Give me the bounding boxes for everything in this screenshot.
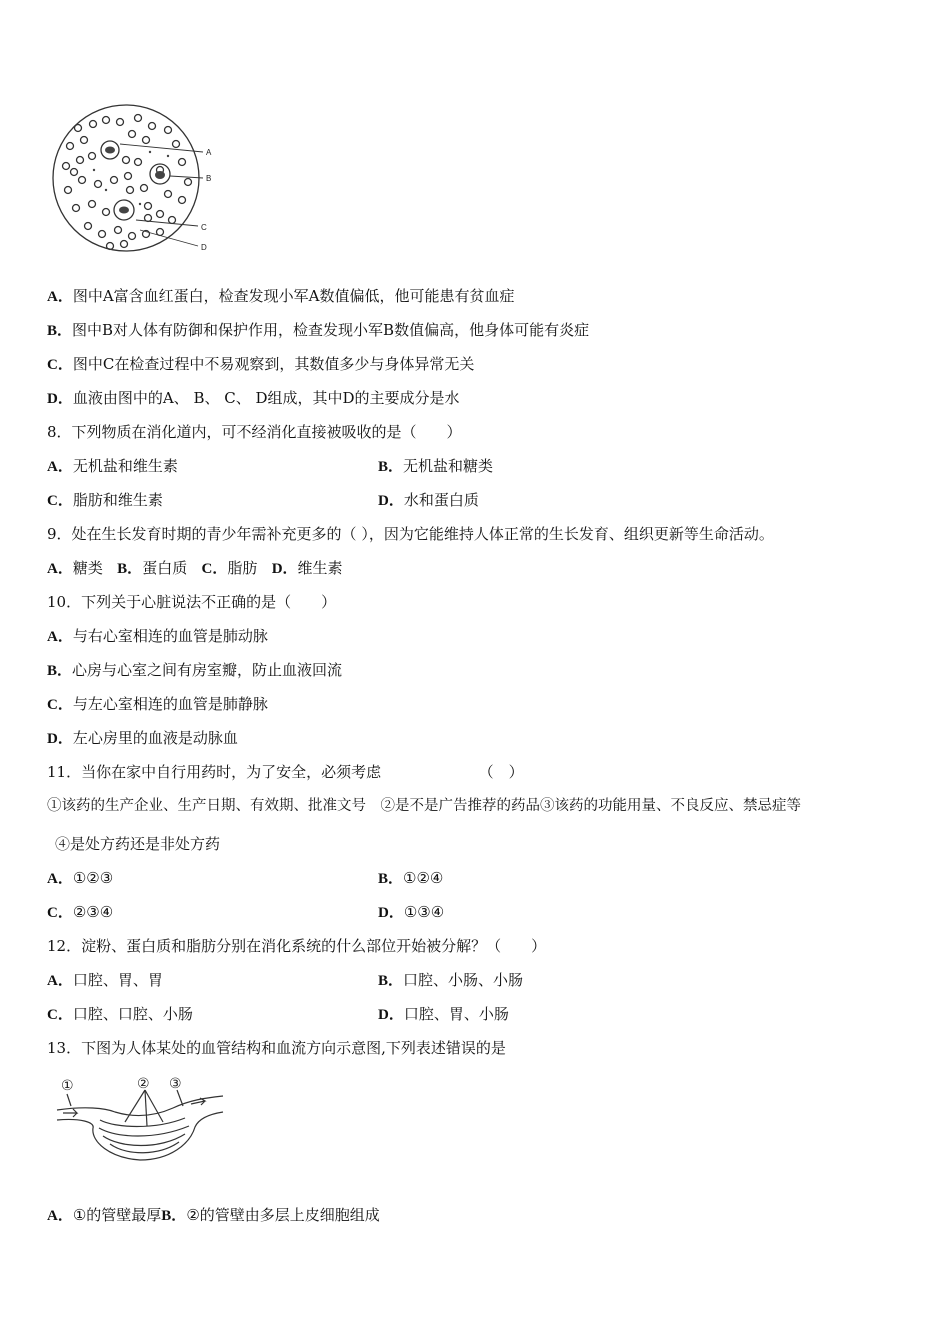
q10-option-d: D．左心房里的血液是动脉血 (47, 729, 238, 747)
label-c: C (201, 223, 207, 232)
q7-option-d: D．血液由图中的A、 B、 C、 D组成，其中D的主要成分是水 (47, 389, 460, 407)
label-d: D (201, 243, 207, 252)
q11-statements-line2: ④是处方药还是非处方药 (55, 835, 221, 853)
q7-option-a: A．图中A富含血红蛋白，检查发现小军A数值偏低，他可能患有贫血症 (47, 287, 515, 305)
q12-option-d: D．口腔、胃、小肠 (378, 1005, 509, 1023)
q8-stem: 8．下列物质在消化道内，可不经消化直接被吸收的是（ ） (47, 423, 462, 441)
q7-option-b: B．图中B对人体有防御和保护作用，检查发现小军B数值偏高，他身体可能有炎症 (47, 321, 590, 339)
q11-option-d: D．①③④ (378, 903, 445, 921)
blood-smear-figure (48, 100, 238, 262)
capillary-2 (99, 1126, 189, 1136)
q12-stem: 12．淀粉、蛋白质和脂肪分别在消化系统的什么部位开始被分解？（ ） (47, 937, 547, 955)
q11-option-a: A．①②③ (47, 869, 114, 887)
q9-options: A．糖类 B．蛋白质 C．脂肪 D．维生素 (47, 559, 343, 577)
q13-options: A．①的管壁最厚B．②的管壁由多层上皮细胞组成 (47, 1206, 380, 1224)
q12-option-b: B．口腔、小肠、小肠 (378, 971, 524, 989)
q7-option-c: C．图中C在检查过程中不易观察到，其数值多少与身体异常无关 (47, 355, 475, 373)
q10-option-a: A．与右心室相连的血管是肺动脉 (47, 627, 268, 645)
vessel-label-1: ① (61, 1078, 74, 1094)
vessel-label-3: ③ (169, 1076, 182, 1092)
q9-stem: 9．处在生长发育时期的青少年需补充更多的（ ），因为它能维持人体正常的生长发育、组织更新等生命活动。 (47, 525, 774, 543)
q11-statements-line1: ①该药的生产企业、生产日期、有效期、批准文号 ②是不是广告推荐的药品③该药的功能用量、不良反应、禁忌症等 (47, 798, 801, 814)
q11-stem: 11．当你在家中自行用药时，为了安全，必须考虑 （ ） (47, 763, 524, 781)
q8-option-c: C．脂肪和维生素 (47, 491, 163, 509)
q10-option-b: B．心房与心室之间有房室瓣，防止血液回流 (47, 661, 343, 679)
q10-stem: 10．下列关于心脏说法不正确的是（ ） (47, 593, 337, 611)
label-b: B (206, 174, 212, 183)
red-blood-cells (63, 115, 192, 250)
q8-option-b: B．无机盐和糖类 (378, 457, 494, 475)
q11-option-c: C．②③④ (47, 903, 114, 921)
q10-option-c: C．与左心室相连的血管是肺静脉 (47, 695, 268, 713)
capillary-1 (100, 1118, 185, 1127)
q13-stem: 13．下图为人体某处的血管结构和血流方向示意图,下列表述错误的是 (47, 1039, 506, 1057)
q12-option-c: C．口腔、口腔、小肠 (47, 1005, 193, 1023)
q11-option-b: B．①②④ (378, 869, 444, 887)
q12-option-a: A．口腔、胃、胃 (47, 971, 163, 989)
vessel-label-2: ② (137, 1076, 150, 1092)
q8-option-d: D．水和蛋白质 (378, 491, 479, 509)
label-a: A (206, 148, 212, 157)
blood-vessel-figure (55, 1072, 225, 1167)
q8-option-a: A．无机盐和维生素 (47, 457, 178, 475)
